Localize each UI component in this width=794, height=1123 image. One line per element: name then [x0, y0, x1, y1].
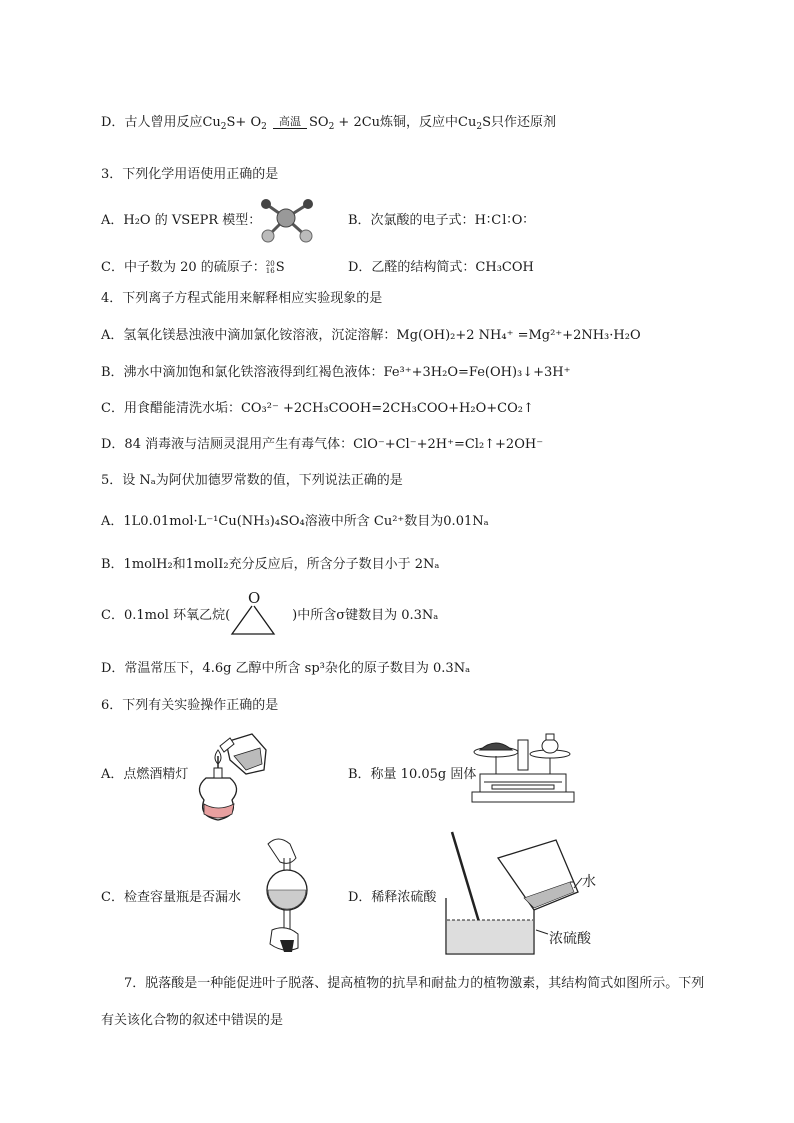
formula-sub: 2 [220, 122, 227, 132]
formula-part: S+ O [226, 115, 262, 130]
formula-sub: 2 [476, 122, 483, 132]
vsepr-model-figure [256, 196, 318, 244]
sulfuric-acid-label: 浓硫酸 [549, 931, 591, 947]
water-label: 水 [582, 874, 596, 890]
epoxide-oxygen: O [248, 589, 261, 607]
q5-stem: 5．设 Nₐ为阿伏加德罗常数的值，下列说法正确的是 [101, 473, 403, 488]
reaction-arrow-bar [273, 128, 307, 129]
q5-option-a: A．1L0.01mol·L⁻¹Cu(NH₃)₄SO₄溶液中所含 Cu²⁺数目为0.01Nₐ [101, 514, 489, 529]
q3-option-d: D．乙醛的结构简式：CH₃COH [348, 260, 534, 275]
condition-text: 高温 [278, 115, 301, 128]
option-text: )中所含σ键数目为 0.3Nₐ [292, 608, 439, 623]
q6-option-b: B．称量 10.05g 固体 [348, 767, 477, 782]
element-symbol: S [275, 260, 285, 275]
q3-option-b [348, 212, 528, 230]
q4-option-b: B．沸水中滴加饱和氯化铁溶液得到红褐色液体：Fe³⁺+3H₂O=Fe(OH)₃↓+3H⁺ [101, 365, 571, 380]
option-text: S只作还原剂 [482, 115, 557, 130]
option-text: B．次氯酸的电子式： [348, 213, 475, 228]
q6-stem: 6．下列有关实验操作正确的是 [101, 698, 279, 713]
option-text: C．0.1mol 环氧乙烷( [101, 608, 231, 623]
nuclide-notation [266, 261, 275, 275]
q4-stem: 4．下列离子方程式能用来解释相应实验现象的是 [101, 291, 383, 306]
formula-part: + 2Cu炼铜，反应中Cu [334, 115, 477, 130]
q6-option-a: A．点燃酒精灯 [101, 767, 189, 782]
q7-stem-line2: 有关该化合物的叙述中错误的是 [101, 1013, 284, 1028]
atomic-number: 16 [265, 266, 275, 275]
q6-option-c: C．检查容量瓶是否漏水 [101, 890, 241, 905]
formula-part: Cu [202, 115, 221, 130]
option-label: D． [101, 115, 125, 130]
q4-option-a: A．氢氧化镁悬浊液中滴加氯化铵溶液，沉淀溶解：Mg(OH)₂+2 NH₄⁺ =Mg²⁺+2NH₃·H₂O [101, 328, 641, 343]
formula-sub: 2 [261, 122, 267, 132]
q3-stem: 3．下列化学用语使用正确的是 [101, 167, 279, 182]
q2-option-d [101, 114, 556, 136]
mass-number: 20 [265, 259, 275, 268]
q5-option-d: D．常温常压下，4.6g 乙醇中所含 sp³杂化的原子数目为 0.3Nₐ [101, 661, 471, 676]
dilution-figure [438, 830, 618, 960]
reaction-condition [273, 116, 307, 129]
option-text: 古人曾用反应 [124, 115, 203, 130]
q7-stem-line1: 7．脱落酸是一种能促进叶子脱落、提高植物的抗旱和耐盐力的植物激素，其结构简式如图所示。下列 [124, 976, 705, 991]
balance-figure [468, 730, 578, 810]
volumetric-flask-figure [254, 834, 324, 956]
q4-option-c: C．用食醋能清洗水垢：CO₃²⁻ +2CH₃COOH=2CH₃COO+H₂O+CO₂↑ [101, 401, 534, 416]
q3-option-c [101, 259, 285, 277]
electron-formula: H∶Cl∶O∶ [474, 213, 528, 228]
q5-option-b: B．1molH₂和1molI₂充分反应后，所含分子数目小于 2Nₐ [101, 557, 440, 572]
formula-sub: 2 [328, 122, 335, 132]
q6-option-d: D．稀释浓硫酸 [348, 890, 437, 905]
alcohol-lamp-figure [190, 730, 272, 826]
option-text: C．中子数为 20 的硫原子： [101, 260, 266, 275]
epoxide-ring-figure [230, 604, 294, 638]
q3-option-a: A．H₂O 的 VSEPR 模型： [101, 213, 262, 228]
q4-option-d: D．84 消毒液与洁厕灵混用产生有毒气体：ClO⁻+Cl⁻+2H⁺=Cl₂↑+2OH⁻ [101, 437, 544, 452]
formula-part: SO [308, 115, 329, 130]
